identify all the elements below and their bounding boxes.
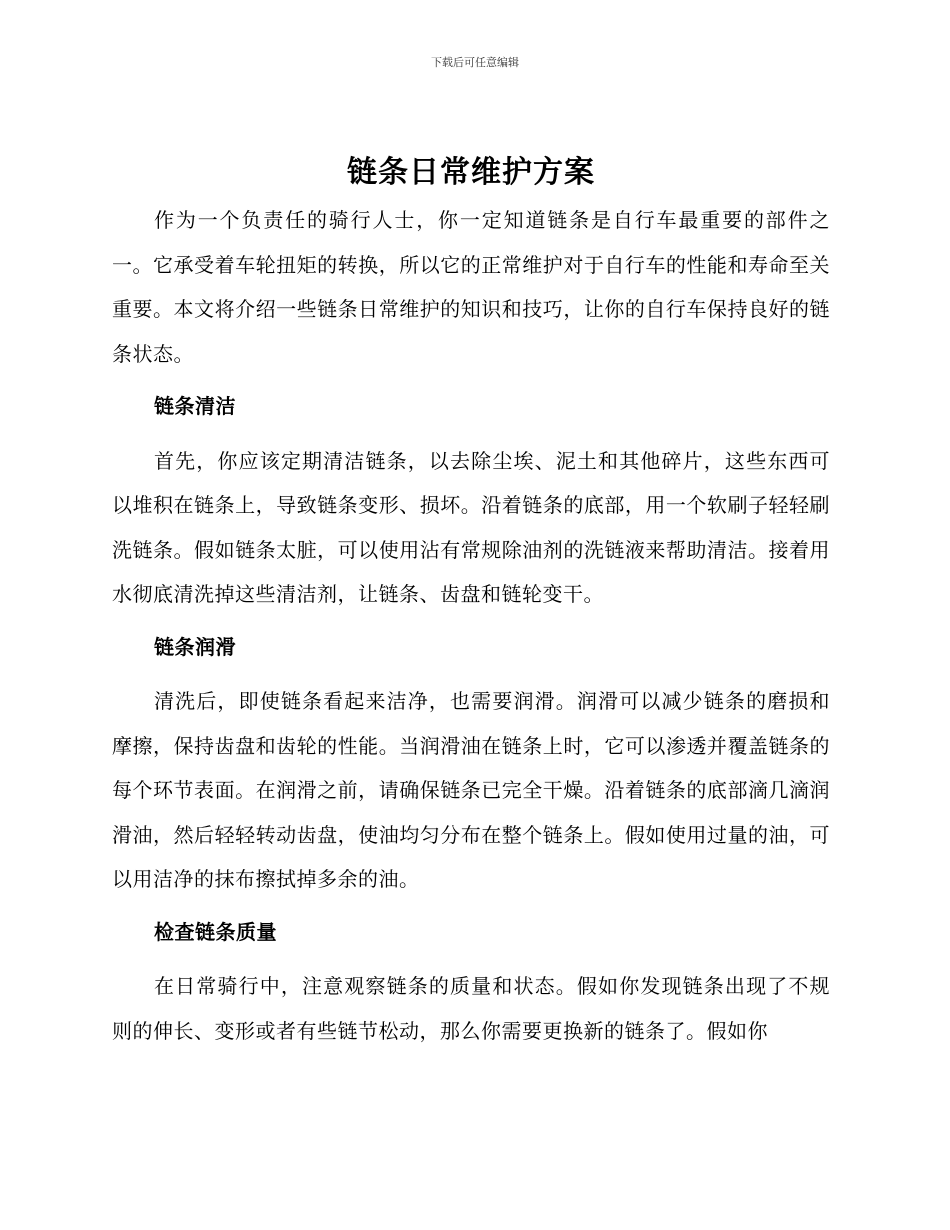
- document-body: [112, 148, 830, 1053]
- intro-paragraph: 作为一个负责任的骑行人士，你一定知道链条是自行车最重要的部件之一。它承受着车轮扭矩的转换，所以它的正常维护对于自行车的性能和寿命至关重要。本文将介绍一些链条日常维护的知识和技巧，让你的自行车保持良好的链条状态。: [112, 208, 830, 366]
- section-body-lubrication: 清洗后，即使链条看起来洁净，也需要润滑。润滑可以减少链条的磨损和摩擦，保持齿盘和齿轮的性能。当润滑油在链条上时，它可以渗透并覆盖链条的每个环节表面。在润滑之前，请确保链条已完全干燥。沿着链条的底部滴几滴润滑油，然后轻轻转动齿盘，使油均匀分布在整个链条上。假如使用过量的油，可以用洁净的抹布擦拭掉多余的油。: [112, 689, 830, 891]
- section-body-inspection: 在日常骑行中，注意观察链条的质量和状态。假如你发现链条出现了不规则的伸长、变形或者有些链节松动，那么你需要更换新的链条了。假如你: [112, 974, 830, 1043]
- section-heading-cleaning: 链条清洁: [154, 394, 236, 418]
- section-heading-lubrication: 链条润滑: [154, 634, 236, 659]
- section-body-cleaning: 首先，你应该定期清洁链条，以去除尘埃、泥土和其他碎片，这些东西可以堆积在链条上，导致链条变形、损坏。沿着链条的底部，用一个软刷子轻轻刷洗链条。假如链条太脏，可以使用沾有常规除油剂的洗链液来帮助清洁。接着用水彻底清洗掉这些清洁剂，让链条、齿盘和链轮变干。: [112, 448, 830, 606]
- page-header-note: 下载后可任意编辑: [431, 56, 519, 69]
- section-heading-inspection: 检查链条质量: [154, 919, 277, 944]
- document-title: 链条日常维护方案: [347, 155, 595, 190]
